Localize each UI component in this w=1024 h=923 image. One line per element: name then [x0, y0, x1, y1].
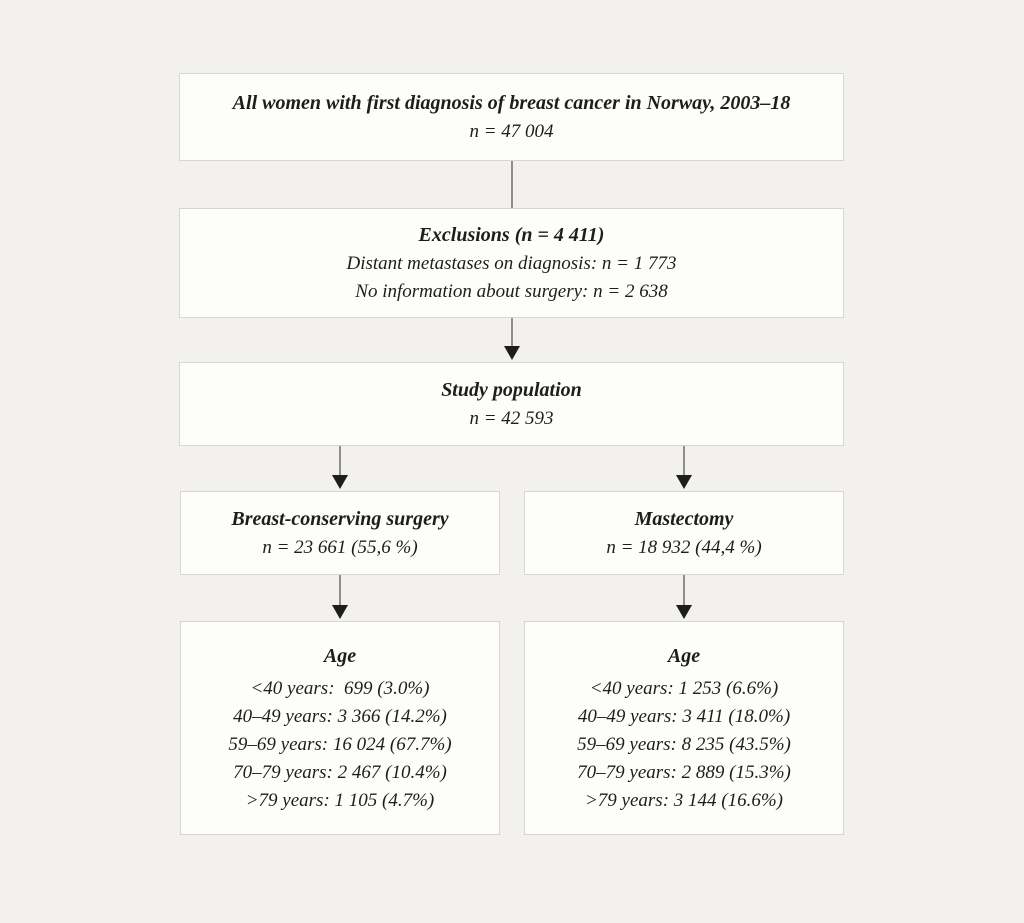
connector-breast-conserving-to-age — [339, 575, 341, 607]
arrow-down-icon — [676, 475, 692, 489]
box-all-women-count: n = 47 004 — [469, 120, 554, 142]
box-study-population — [179, 362, 844, 446]
age-line-70-79: 70–79 years: 2 467 (10.4%) — [233, 761, 447, 783]
age-line-under-40: <40 years: 1 253 (6.6%) — [589, 677, 779, 699]
box-all-women — [179, 73, 844, 161]
box-breast-conserving-count: n = 23 661 (55,6 %) — [262, 536, 418, 558]
connector-study-to-breast-conserving — [339, 446, 341, 477]
age-line-40-49: 40–49 years: 3 411 (18.0%) — [577, 705, 791, 727]
arrow-down-icon — [504, 346, 520, 360]
box-mastectomy-age — [524, 621, 844, 835]
connector-mastectomy-to-age — [683, 575, 685, 607]
connector-exclusions-to-study — [511, 318, 513, 348]
box-study-population-count: n = 42 593 — [469, 407, 554, 429]
box-exclusions-title: Exclusions (n = 4 411) — [418, 223, 605, 246]
age-line-over-79: >79 years: 3 144 (16.6%) — [584, 789, 784, 811]
box-breast-conserving — [180, 491, 500, 575]
connector-study-to-mastectomy — [683, 446, 685, 477]
box-mastectomy-age-title: Age — [667, 644, 701, 667]
box-breast-conserving-title: Breast-conserving surgery — [231, 507, 449, 530]
box-all-women-title: All women with first diagnosis of breast cancer in Norway, 2003–18 — [232, 91, 791, 114]
age-line-40-49: 40–49 years: 3 366 (14.2%) — [233, 705, 447, 727]
age-line-under-40: <40 years: 699 (3.0%) — [250, 677, 430, 699]
age-line-59-69: 59–69 years: 8 235 (43.5%) — [577, 733, 791, 755]
box-mastectomy-title: Mastectomy — [634, 507, 734, 530]
arrow-down-icon — [332, 605, 348, 619]
box-exclusions — [179, 208, 844, 318]
arrow-down-icon — [332, 475, 348, 489]
age-line-59-69: 59–69 years: 16 024 (67.7%) — [228, 733, 452, 755]
exclusion-line-metastases: Distant metastases on diagnosis: n = 1 773 — [346, 252, 677, 274]
box-breast-conserving-age — [180, 621, 500, 835]
connector-all-women-to-exclusions — [511, 161, 513, 208]
box-breast-conserving-age-title: Age — [323, 644, 357, 667]
box-mastectomy-count: n = 18 932 (44,4 %) — [606, 536, 762, 558]
age-line-over-79: >79 years: 1 105 (4.7%) — [245, 789, 435, 811]
box-mastectomy — [524, 491, 844, 575]
arrow-down-icon — [676, 605, 692, 619]
exclusion-line-no-surgery-info: No information about surgery: n = 2 638 — [355, 280, 668, 302]
box-study-population-title: Study population — [441, 378, 582, 401]
age-line-70-79: 70–79 years: 2 889 (15.3%) — [577, 761, 791, 783]
